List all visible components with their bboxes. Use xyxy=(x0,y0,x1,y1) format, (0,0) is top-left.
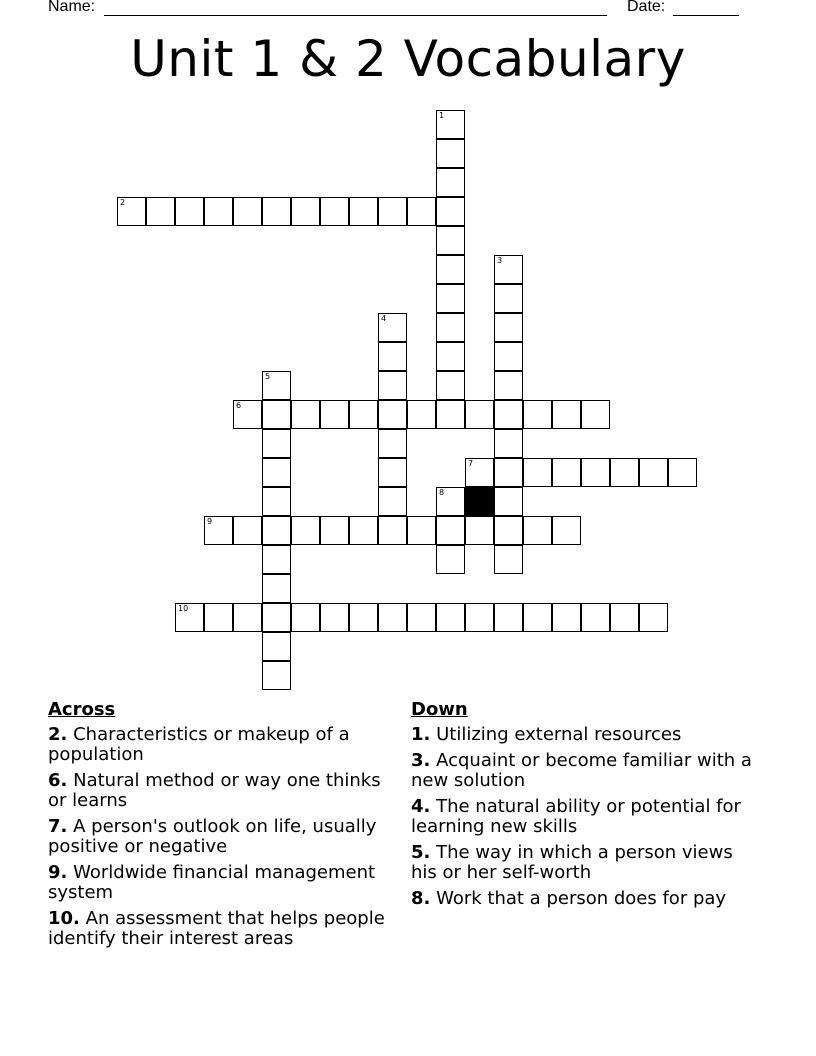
crossword-cell[interactable] xyxy=(378,516,407,545)
crossword-cell[interactable] xyxy=(262,632,291,661)
crossword-cell[interactable] xyxy=(320,400,349,429)
crossword-cell[interactable] xyxy=(581,458,610,487)
crossword-cell[interactable] xyxy=(349,400,378,429)
clue-item: 5. The way in which a person views his or her self-worth xyxy=(411,842,733,883)
down-clues xyxy=(411,700,756,915)
crossword-cell[interactable] xyxy=(436,226,465,255)
crossword-cell[interactable] xyxy=(378,313,407,342)
crossword-cell[interactable] xyxy=(552,516,581,545)
crossword-cell[interactable] xyxy=(494,400,523,429)
crossword-cell[interactable] xyxy=(494,603,523,632)
crossword-cell[interactable] xyxy=(494,342,523,371)
crossword-cell[interactable] xyxy=(407,603,436,632)
clue-item: 2. Characteristics or makeup of a population xyxy=(48,724,350,765)
crossword-cell[interactable] xyxy=(436,371,465,400)
across-clues xyxy=(48,700,393,955)
clue-item: 1. Utilizing external resources xyxy=(411,724,682,745)
crossword-cell[interactable] xyxy=(407,400,436,429)
crossword-cell[interactable] xyxy=(291,603,320,632)
crossword-cell[interactable] xyxy=(668,458,697,487)
crossword-cell[interactable] xyxy=(436,603,465,632)
clue-number: 5 xyxy=(265,372,271,381)
crossword-cell[interactable] xyxy=(349,197,378,226)
crossword-cell[interactable] xyxy=(436,110,465,139)
crossword-cell[interactable] xyxy=(175,603,204,632)
clue-item: 7. A person's outlook on life, usually positive or negative xyxy=(48,816,377,857)
crossword-cell[interactable] xyxy=(436,313,465,342)
crossword-cell[interactable] xyxy=(349,516,378,545)
crossword-cell[interactable] xyxy=(407,516,436,545)
crossword-cell[interactable] xyxy=(378,342,407,371)
crossword-cell[interactable] xyxy=(494,487,523,516)
crossword-cell[interactable] xyxy=(262,458,291,487)
crossword-cell[interactable] xyxy=(262,603,291,632)
crossword-cell[interactable] xyxy=(436,139,465,168)
crossword-cell[interactable] xyxy=(465,516,494,545)
crossword-cell[interactable] xyxy=(262,487,291,516)
crossword-cell[interactable] xyxy=(436,487,465,516)
crossword-cell[interactable] xyxy=(262,574,291,603)
crossword-cell[interactable] xyxy=(407,197,436,226)
crossword-cell[interactable] xyxy=(117,197,146,226)
crossword-cell[interactable] xyxy=(436,168,465,197)
crossword-cell[interactable] xyxy=(436,197,465,226)
crossword-cell[interactable] xyxy=(291,516,320,545)
crossword-cell[interactable] xyxy=(523,516,552,545)
crossword-cell[interactable] xyxy=(494,429,523,458)
crossword-cell[interactable] xyxy=(262,545,291,574)
date-label: Date: xyxy=(627,0,666,15)
crossword-cell[interactable] xyxy=(378,603,407,632)
page-title: Unit 1 & 2 Vocabulary xyxy=(130,30,686,88)
crossword-cell[interactable] xyxy=(378,371,407,400)
clue-number: 8 xyxy=(439,488,445,497)
crossword-cell[interactable] xyxy=(639,603,668,632)
crossword-cell[interactable] xyxy=(436,342,465,371)
crossword-cell[interactable] xyxy=(262,661,291,690)
crossword-cell[interactable] xyxy=(494,545,523,574)
crossword-cell[interactable] xyxy=(204,516,233,545)
crossword-cell[interactable] xyxy=(523,603,552,632)
crossword-cell[interactable] xyxy=(436,516,465,545)
clue-number: 2 xyxy=(120,198,126,207)
crossword-cell[interactable] xyxy=(378,487,407,516)
crossword-cell[interactable] xyxy=(204,197,233,226)
crossword-cell[interactable] xyxy=(378,197,407,226)
crossword-cell[interactable] xyxy=(320,516,349,545)
crossword-cell[interactable] xyxy=(233,603,262,632)
crossword-cell[interactable] xyxy=(552,603,581,632)
crossword-cell[interactable] xyxy=(378,458,407,487)
crossword-cell[interactable] xyxy=(262,371,291,400)
clue-number: 6 xyxy=(236,401,242,410)
crossword-cell[interactable] xyxy=(349,603,378,632)
clue-number: 3 xyxy=(497,256,503,265)
crossword-cell[interactable] xyxy=(465,400,494,429)
across-heading: Across xyxy=(48,699,116,720)
crossword-cell[interactable] xyxy=(639,458,668,487)
crossword-cell[interactable] xyxy=(378,429,407,458)
crossword-cell[interactable] xyxy=(146,197,175,226)
crossword-cell[interactable] xyxy=(610,603,639,632)
crossword-cell[interactable] xyxy=(436,545,465,574)
crossword-cell[interactable] xyxy=(233,197,262,226)
crossword-cell[interactable] xyxy=(610,458,639,487)
crossword-cell[interactable] xyxy=(494,371,523,400)
crossword-cell[interactable] xyxy=(436,284,465,313)
crossword-cell[interactable] xyxy=(233,400,262,429)
crossword-cell[interactable] xyxy=(581,400,610,429)
clue-number: 9 xyxy=(207,517,213,526)
down-heading: Down xyxy=(411,699,468,720)
crossword-cell[interactable] xyxy=(291,197,320,226)
crossword-cell[interactable] xyxy=(436,400,465,429)
crossword-cell[interactable] xyxy=(233,516,262,545)
crossword-cell[interactable] xyxy=(378,400,407,429)
name-label: Name: xyxy=(48,0,96,15)
crossword-cell[interactable] xyxy=(465,458,494,487)
blocked-cell xyxy=(465,487,494,516)
clue-item: 9. Worldwide financial management system xyxy=(48,862,376,903)
crossword-cell[interactable] xyxy=(320,603,349,632)
clue-item: 8. Work that a person does for pay xyxy=(411,888,727,909)
crossword-cell[interactable] xyxy=(494,458,523,487)
crossword-cell[interactable] xyxy=(436,255,465,284)
crossword-cell[interactable] xyxy=(175,197,204,226)
crossword-cell[interactable] xyxy=(262,516,291,545)
crossword-cell[interactable] xyxy=(320,197,349,226)
clue-item: 4. The natural ability or potential for learning new skills xyxy=(411,796,741,837)
crossword-cell[interactable] xyxy=(494,516,523,545)
crossword-cell[interactable] xyxy=(262,197,291,226)
crossword-cell[interactable] xyxy=(262,400,291,429)
crossword-cell[interactable] xyxy=(552,400,581,429)
clue-item: 10. An assessment that helps people identify their interest areas xyxy=(48,908,385,949)
crossword-cell[interactable] xyxy=(262,429,291,458)
crossword-cell[interactable] xyxy=(494,313,523,342)
crossword-cell[interactable] xyxy=(204,603,233,632)
clue-item: 3. Acquaint or become familiar with a new solution xyxy=(411,750,752,791)
clue-number: 10 xyxy=(178,604,189,613)
crossword-cell[interactable] xyxy=(523,400,552,429)
clue-number: 1 xyxy=(439,111,445,120)
clue-item: 6. Natural method or way one thinks or learns xyxy=(48,770,381,811)
clue-number: 7 xyxy=(468,459,474,468)
crossword-cell[interactable] xyxy=(494,255,523,284)
crossword-cell[interactable] xyxy=(465,603,494,632)
crossword-cell[interactable] xyxy=(494,284,523,313)
crossword-cell[interactable] xyxy=(291,400,320,429)
crossword-cell[interactable] xyxy=(523,458,552,487)
crossword-cell[interactable] xyxy=(552,458,581,487)
clue-number: 4 xyxy=(381,314,387,323)
crossword-cell[interactable] xyxy=(581,603,610,632)
